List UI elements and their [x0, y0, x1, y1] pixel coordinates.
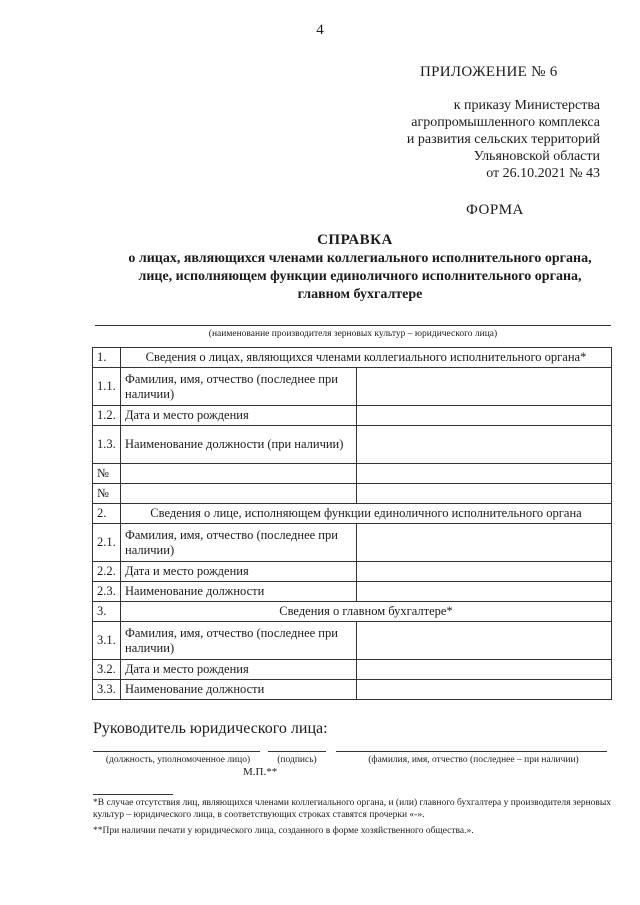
subtitle-line: лице, исполняющем функции единоличного исполнительного органа, [138, 269, 582, 284]
signature-field[interactable] [268, 751, 326, 752]
row-value-cell[interactable] [357, 562, 612, 582]
order-line: и развития сельских территорий [406, 132, 600, 147]
section-title: Сведения о лицах, являющихся членами коллегиального исполнительного органа* [121, 348, 612, 368]
document-title: СПРАВКА [317, 232, 393, 248]
signature-caption: (подпись) [277, 755, 317, 765]
table-row [93, 464, 612, 484]
section-row [93, 348, 612, 368]
order-reference [330, 97, 600, 182]
row-value-cell[interactable] [357, 622, 612, 660]
footnote-2: **При наличии печати у юридического лица, созданного в форме хозяйственного общества.». [93, 826, 474, 836]
page-number: 4 [316, 22, 324, 38]
subtitle-line: главном бухгалтере [297, 287, 423, 302]
row-label: Дата и место рождения [121, 660, 357, 680]
row-label: Дата и место рождения [121, 562, 357, 582]
row-number: № [93, 484, 121, 504]
footnote-1: *В случае отсутствия лиц, являющихся членами коллегиального органа, и (или) главного бухгалтера у производителя зерновых культур – юридического лица, в соответствующих строках ставятся прочерки «-». [93, 798, 612, 820]
info-table [92, 347, 612, 700]
stamp-placeholder: М.П.** [243, 766, 278, 778]
row-value-cell[interactable] [357, 426, 612, 464]
full-name-caption: (фамилия, имя, отчество (последнее – при наличии) [368, 755, 579, 765]
table-row [93, 562, 612, 582]
head-of-entity-label: Руководитель юридического лица: [93, 720, 328, 737]
table-row [93, 660, 612, 680]
row-number: 2.2. [93, 562, 121, 582]
row-label: Наименование должности [121, 582, 357, 602]
footnote-divider [93, 794, 173, 795]
row-number: 2.3. [93, 582, 121, 602]
row-number: 1.2. [93, 406, 121, 426]
row-label: Наименование должности [121, 680, 357, 700]
row-value-cell[interactable] [357, 368, 612, 406]
form-label: ФОРМА [466, 202, 524, 218]
order-line: к приказу Министерства [453, 98, 600, 113]
full-name-field[interactable] [336, 751, 607, 752]
subtitle-line: о лицах, являющихся членами коллегиального исполнительного органа, [128, 251, 592, 266]
row-label: Дата и место рождения [121, 406, 357, 426]
table-row [93, 406, 612, 426]
org-name-caption: (наименование производителя зерновых культур – юридического лица) [208, 329, 498, 339]
row-value-cell[interactable] [357, 582, 612, 602]
table-row [93, 368, 612, 406]
row-label: Фамилия, имя, отчество (последнее при наличии) [121, 368, 357, 406]
table-row [93, 582, 612, 602]
order-line: Ульяновской области [473, 149, 600, 164]
row-label: Фамилия, имя, отчество (последнее при наличии) [121, 524, 357, 562]
row-number: 2. [93, 504, 121, 524]
row-value-cell[interactable] [357, 464, 612, 484]
row-label-cell[interactable] [121, 464, 357, 484]
org-name-field[interactable] [95, 325, 611, 326]
table-row [93, 524, 612, 562]
row-label-cell[interactable] [121, 484, 357, 504]
section-title: Сведения о лице, исполняющем функции единоличного исполнительного органа [121, 504, 612, 524]
section-row [93, 504, 612, 524]
position-caption: (должность, уполномоченное лицо) [105, 755, 251, 765]
row-number: 1.1. [93, 368, 121, 406]
row-number: 3. [93, 602, 121, 622]
table-row [93, 680, 612, 700]
row-number: 2.1. [93, 524, 121, 562]
section-title: Сведения о главном бухгалтере* [121, 602, 612, 622]
row-number: 1.3. [93, 426, 121, 464]
row-value-cell[interactable] [357, 406, 612, 426]
table-row [93, 622, 612, 660]
appendix-label: ПРИЛОЖЕНИЕ № 6 [420, 64, 558, 80]
document-subtitle [70, 250, 640, 304]
row-value-cell[interactable] [357, 660, 612, 680]
row-number: 3.1. [93, 622, 121, 660]
row-number: 1. [93, 348, 121, 368]
position-field[interactable] [93, 751, 260, 752]
row-value-cell[interactable] [357, 524, 612, 562]
row-label: Фамилия, имя, отчество (последнее при наличии) [121, 622, 357, 660]
row-label: Наименование должности (при наличии) [121, 426, 357, 464]
section-row [93, 602, 612, 622]
row-value-cell[interactable] [357, 484, 612, 504]
row-number: 3.2. [93, 660, 121, 680]
order-line: от 26.10.2021 № 43 [486, 166, 600, 181]
table-row [93, 426, 612, 464]
row-number: № [93, 464, 121, 484]
table-row [93, 484, 612, 504]
order-line: агропромышленного комплекса [411, 115, 600, 130]
row-number: 3.3. [93, 680, 121, 700]
row-value-cell[interactable] [357, 680, 612, 700]
